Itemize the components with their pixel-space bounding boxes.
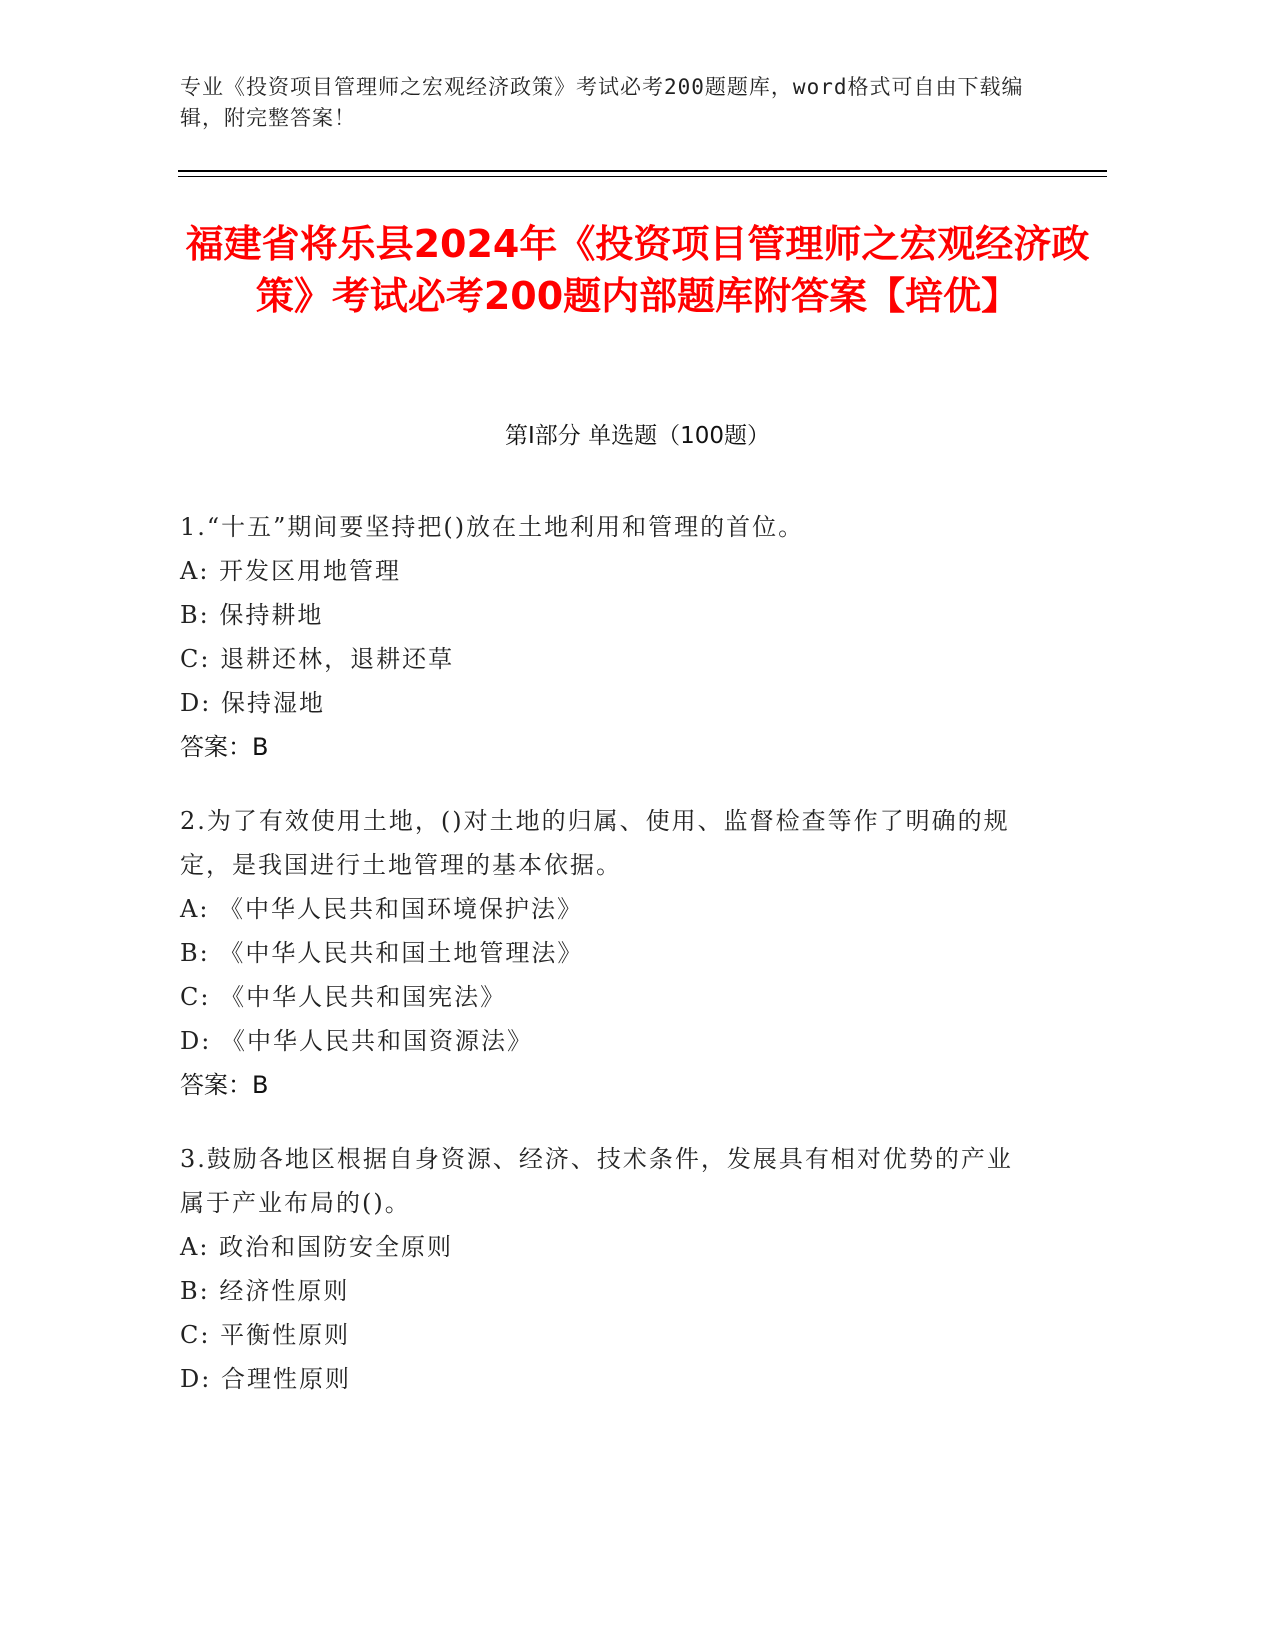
- header-divider-thin: [178, 176, 1107, 177]
- header-note: 专业《投资项目管理师之宏观经济政策》考试必考200题题库，word格式可自由下载编辑，附完整答案！: [180, 75, 1024, 130]
- option-d: D: 保持湿地: [180, 689, 325, 717]
- option-b: B: 经济性原则: [180, 1277, 350, 1305]
- section-title: 第I部分 单选题（100题）: [505, 423, 770, 449]
- answer: 答案：B: [180, 1071, 269, 1099]
- option-d: D: 合理性原则: [180, 1365, 351, 1393]
- option-c: C: 平衡性原则: [180, 1321, 351, 1349]
- question-text: 3.鼓励各地区根据自身资源、经济、技术条件，发展具有相对优势的产业属于产业布局的()。: [180, 1145, 1013, 1217]
- question-list: [180, 505, 1030, 1431]
- option-d: D: 《中华人民共和国资源法》: [180, 1027, 533, 1055]
- option-a: A: 开发区用地管理: [180, 557, 402, 585]
- option-a: A: 《中华人民共和国环境保护法》: [180, 895, 584, 923]
- question-2: [180, 799, 1030, 1107]
- header-divider-thick: [178, 170, 1107, 172]
- option-c: C: 《中华人民共和国宪法》: [180, 983, 507, 1011]
- option-c: C: 退耕还林，退耕还草: [180, 645, 455, 673]
- option-b: B: 保持耕地: [180, 601, 324, 629]
- document-title: 福建省将乐县2024年《投资项目管理师之宏观经济政策》考试必考200题内部题库附答案【培优】: [185, 222, 1090, 318]
- question-text: 1.“十五”期间要坚持把()放在土地利用和管理的首位。: [180, 513, 805, 541]
- question-1: [180, 505, 1030, 769]
- question-3: [180, 1137, 1030, 1401]
- option-a: A: 政治和国防安全原则: [180, 1233, 454, 1261]
- answer: 答案：B: [180, 733, 269, 761]
- question-text: 2.为了有效使用土地，()对土地的归属、使用、监督检查等作了明确的规定，是我国进行土地管理的基本依据。: [180, 807, 1010, 879]
- option-b: B: 《中华人民共和国土地管理法》: [180, 939, 584, 967]
